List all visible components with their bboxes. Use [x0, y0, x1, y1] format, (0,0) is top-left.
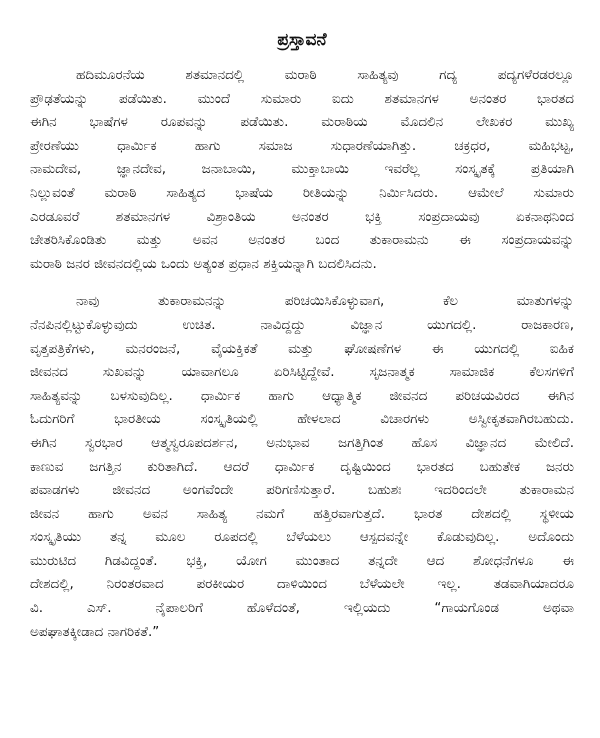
text-line: ನೆನಪಿನಲ್ಲಿಟ್ಟುಕೊಳ್ಳುವುದು ಉಚಿತ. ನಾವಿದ್ದದ್ದು ವಿಜ್ಞಾನ ಯುಗದಲ್ಲಿ. ರಾಜಕಾರಣ,: [30, 316, 574, 333]
text-line: ಚೇತರಿಸಿಕೊಂಡಿತು ಮತ್ತು ಅವನ ಅನಂತರ ಬಂದ ತುಕಾರಾಮನು ಈ ಸಂಪ್ರದಾಯವನ್ನು: [30, 232, 574, 249]
text-line: ಕಾಣುವ ಜಗತ್ತಿನ ಕುರಿತಾಗಿದೆ. ಆದರೆ ಧಾರ್ಮಿಕ ದೃಷ್ಟಿಯಿಂದ ಭಾರತದ ಬಹುತೇಕ ಜನರು: [30, 458, 574, 475]
text-line: ಎರಡೂವರೆ ಶತಮಾನಗಳ ವಿಶ್ರಾಂತಿಯ ಅನಂತರ ಭಕ್ತಿ ಸಂಪ್ರದಾಯವು ಏಕನಾಥನಿಂದ: [30, 208, 574, 225]
document-title: ಪ್ರಸ್ತಾವನೆ: [277, 30, 327, 50]
text-line: ದೇಶದಲ್ಲಿ, ನಿರಂತರವಾದ ಪರಕೀಯರ ದಾಳಿಯಿಂದ ಬೆಳೆಯಲೇ ಇಲ್ಲ. ತಡವಾಗಿಯಾದರೂ: [30, 576, 574, 593]
text-line: ನಾವು ತುಕಾರಾಮನನ್ನು ಪರಿಚಯಿಸಿಕೊಳ್ಳುವಾಗ, ಕೆಲ ಮಾತುಗಳನ್ನು: [76, 293, 574, 310]
text-line: ವೃತ್ತಪತ್ರಿಕೆಗಳು, ಮನರಂಜನೆ, ವೈಯಕ್ತಿಕತೆ ಮತ್ತು ಘೋಷಣೆಗಳ ಈ ಯುಗದಲ್ಲಿ ಐಹಿಕ: [30, 340, 574, 357]
text-line: ಈಗಿನ ಸ್ವರಭಾರ ಆತ್ಮಸ್ವರೂಪದರ್ಶನ, ಅನುಭಾವ ಜಗತ್ತಿಗಿಂತ ಹೊಸ ವಿಜ್ಞಾನದ ಮೇಲಿದೆ.: [30, 434, 574, 451]
text-line: ವಿ. ಎಸ್. ನೈಪಾಲರಿಗೆ ಹೊಳೆದಂತೆ, ಇಲ್ಲಿಯದು “ಗಾಯಗೊಂಡ ಅಥವಾ: [30, 600, 574, 617]
paragraph: [30, 64, 574, 276]
paragraph: [30, 290, 574, 644]
text-line: ನಿಲ್ಲುವಂತೆ ಮರಾಠಿ ಸಾಹಿತ್ಯದ ಭಾಷೆಯ ರೀತಿಯನ್ನು ನಿರ್ಮಿಸಿದರು. ಆಮೇಲೆ ಸುಮಾರು: [30, 184, 574, 201]
text-line: ಜೀವನದ ಸುಖವನ್ನು ಯಾವಾಗಲೂ ಏರಿಸಿಟ್ಟಿದ್ದೇವೆ. ಸೃಜನಾತ್ಮಕ ಸಾಮಾಜಿಕ ಕೆಲಸಗಳಿಗೆ: [30, 364, 574, 381]
text-line: ಹದಿಮೂರನೆಯ ಶತಮಾನದಲ್ಲಿ ಮರಾಠಿ ಸಾಹಿತ್ಯವು ಗದ್ಯ ಪದ್ಯಗಳೆರಡರಲ್ಲೂ: [76, 67, 574, 83]
text-line: ಜೀವನ ಹಾಗು ಅವನ ಸಾಹಿತ್ಯ ನಮಗೆ ಹತ್ತಿರವಾಗುತ್ತದೆ. ಭಾರತ ದೇಶದಲ್ಲಿ ಸ್ಥಳೀಯ: [30, 505, 574, 522]
text-line: ಪವಾಡಗಳು ಜೀವನದ ಅಂಗವೆಂದೇ ಪರಿಗಣಿಸುತ್ತಾರೆ. ಬಹುಶಃ ಇದರಿಂದಲೇ ತುಕಾರಾಮನ: [30, 482, 574, 499]
text-line: ಸಾಹಿತ್ಯವನ್ನು ಬಳಸುವುದಿಲ್ಲ. ಧಾರ್ಮಿಕ ಹಾಗು ಆಧ್ಯಾತ್ಮಿಕ ಜೀವನದ ಪರಿಚಯವಿರದ ಈಗಿನ: [30, 387, 574, 404]
text-line: ಪ್ರೇರಣೆಯು ಧಾರ್ಮಿಕ ಹಾಗು ಸಮಾಜ ಸುಧಾರಣೆಯಾಗಿತ್ತು. ಚಕ್ರಧರ, ಮಹಿಭಟ್ಟ,: [30, 137, 574, 154]
text-line: ಪ್ರೌಢತೆಯನ್ನು ಪಡೆಯಿತು. ಮುಂದೆ ಸುಮಾರು ಐದು ಶತಮಾನಗಳ ಅನಂತರ ಭಾರತದ: [30, 90, 574, 107]
text-line: ಸಂಸ್ಕೃತಿಯು ತನ್ನ ಮೂಲ ರೂಪದಲ್ಲಿ ಬೆಳೆಯಲು ಆಸ್ಪದವನ್ನೇ ಕೊಡುವುದಿಲ್ಲ. ಅದೊಂದು: [30, 529, 574, 546]
text-line: ಅಪಘಾತಕ್ಕೀಡಾದ ನಾಗರಿಕತೆ.”: [30, 623, 160, 640]
text-line: ಈಗಿನ ಭಾಷೆಗಳ ರೂಪವನ್ನು ಪಡೆಯಿತು. ಮರಾಠಿಯ ಮೊದಲಿನ ಲೇಖಕರ ಮುಖ್ಯ: [30, 114, 574, 131]
text-line: ಮರಾಠಿ ಜನರ ಜೀವನದಲ್ಲಿಯ ಒಂದು ಅತ್ಯಂತ ಪ್ರಧಾನ ಶಕ್ತಿಯನ್ನಾಗಿ ಬದಲಿಸಿದನು.: [30, 255, 377, 272]
text-line: ಓದುಗರಿಗೆ ಭಾರತೀಯ ಸಂಸ್ಕೃತಿಯಲ್ಲಿ ಹೇಳಲಾದ ವಿಚಾರಗಳು ಅಸ್ವೀಕೃತವಾಗಿರಬಹುದು.: [30, 411, 574, 428]
text-line: ಮುರುಟಿದ ಗಿಡವಿದ್ದಂತೆ. ಭಕ್ತಿ, ಯೋಗ ಮುಂತಾದ ತನ್ನದೇ ಆದ ಶೋಧನೆಗಳೂ ಈ: [30, 552, 574, 569]
text-line: ನಾಮದೇವ, ಜ್ಞಾನದೇವ, ಜನಾಬಾಯಿ, ಮುಕ್ತಾಬಾಯಿ ಇವರೆಲ್ಲ ಸಂಸ್ಕೃತಕ್ಕೆ ಪ್ರತಿಯಾಗಿ: [30, 161, 574, 178]
